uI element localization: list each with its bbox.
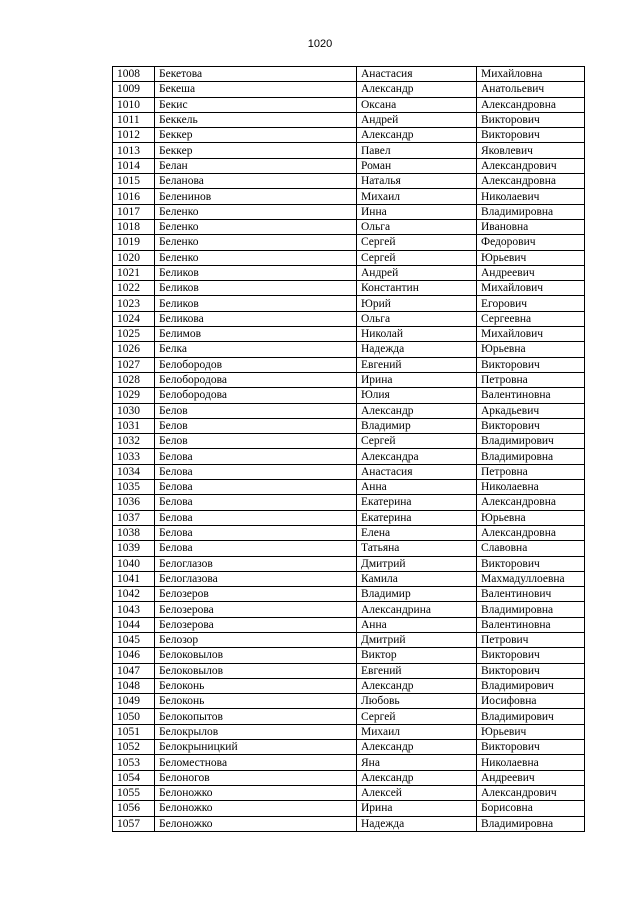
last-name-cell: Белоковылов [155, 648, 357, 663]
table-row [113, 740, 585, 755]
last-name-cell: Беленинов [155, 189, 357, 204]
last-name-cell: Белова [155, 541, 357, 556]
row-number-cell: 1022 [113, 281, 155, 296]
first-name-cell: Константин [357, 281, 477, 296]
patronymic-cell: Александровна [477, 525, 585, 540]
row-number-cell: 1054 [113, 770, 155, 785]
last-name-cell: Белоконь [155, 694, 357, 709]
table-row [113, 250, 585, 265]
table-row [113, 281, 585, 296]
patronymic-cell: Михайлович [477, 327, 585, 342]
row-number-cell: 1040 [113, 556, 155, 571]
last-name-cell: Беленко [155, 250, 357, 265]
last-name-cell: Белов [155, 403, 357, 418]
patronymic-cell: Славовна [477, 541, 585, 556]
patronymic-cell: Валентинович [477, 587, 585, 602]
patronymic-cell: Николаевич [477, 189, 585, 204]
row-number-cell: 1052 [113, 740, 155, 755]
table-row [113, 525, 585, 540]
last-name-cell: Беликов [155, 265, 357, 280]
row-number-cell: 1046 [113, 648, 155, 663]
first-name-cell: Александр [357, 770, 477, 785]
row-number-cell: 1026 [113, 342, 155, 357]
patronymic-cell: Александрович [477, 785, 585, 800]
first-name-cell: Анна [357, 480, 477, 495]
table-row [113, 204, 585, 219]
first-name-cell: Алексей [357, 785, 477, 800]
row-number-cell: 1028 [113, 372, 155, 387]
patronymic-cell: Викторович [477, 663, 585, 678]
last-name-cell: Белоножко [155, 801, 357, 816]
patronymic-cell: Федорович [477, 235, 585, 250]
table-row [113, 801, 585, 816]
row-number-cell: 1018 [113, 219, 155, 234]
first-name-cell: Владимир [357, 587, 477, 602]
last-name-cell: Белоковылов [155, 663, 357, 678]
table-row [113, 158, 585, 173]
first-name-cell: Михаил [357, 724, 477, 739]
patronymic-cell: Владимировна [477, 204, 585, 219]
patronymic-cell: Владимирович [477, 678, 585, 693]
page-number: 1020 [307, 38, 333, 50]
last-name-cell: Белокрыницкий [155, 740, 357, 755]
row-number-cell: 1049 [113, 694, 155, 709]
patronymic-cell: Владимировна [477, 816, 585, 831]
last-name-cell: Беликов [155, 296, 357, 311]
first-name-cell: Евгений [357, 357, 477, 372]
last-name-cell: Белова [155, 464, 357, 479]
table-row [113, 449, 585, 464]
table-row [113, 235, 585, 250]
table-row [113, 327, 585, 342]
last-name-cell: Беккер [155, 128, 357, 143]
patronymic-cell: Аркадьевич [477, 403, 585, 418]
table-row [113, 694, 585, 709]
first-name-cell: Ирина [357, 801, 477, 816]
patronymic-cell: Викторович [477, 112, 585, 127]
patronymic-cell: Юрьевна [477, 342, 585, 357]
row-number-cell: 1057 [113, 816, 155, 831]
table-row [113, 648, 585, 663]
first-name-cell: Анастасия [357, 464, 477, 479]
patronymic-cell: Викторович [477, 556, 585, 571]
first-name-cell: Камила [357, 571, 477, 586]
first-name-cell: Сергей [357, 709, 477, 724]
row-number-cell: 1045 [113, 632, 155, 647]
table-row [113, 571, 585, 586]
last-name-cell: Белоножко [155, 816, 357, 831]
row-number-cell: 1015 [113, 174, 155, 189]
patronymic-cell: Андреевич [477, 265, 585, 280]
first-name-cell: Татьяна [357, 541, 477, 556]
table-row [113, 541, 585, 556]
first-name-cell: Николай [357, 327, 477, 342]
table-row [113, 495, 585, 510]
last-name-cell: Беломестнова [155, 755, 357, 770]
last-name-cell: Беленко [155, 219, 357, 234]
table-row [113, 82, 585, 97]
first-name-cell: Виктор [357, 648, 477, 663]
last-name-cell: Белимов [155, 327, 357, 342]
row-number-cell: 1017 [113, 204, 155, 219]
row-number-cell: 1010 [113, 97, 155, 112]
first-name-cell: Оксана [357, 97, 477, 112]
row-number-cell: 1033 [113, 449, 155, 464]
patronymic-cell: Борисовна [477, 801, 585, 816]
patronymic-cell: Викторович [477, 128, 585, 143]
table-row [113, 770, 585, 785]
first-name-cell: Сергей [357, 250, 477, 265]
patronymic-cell: Юрьевич [477, 724, 585, 739]
last-name-cell: Белозерова [155, 617, 357, 632]
row-number-cell: 1019 [113, 235, 155, 250]
last-name-cell: Беленко [155, 204, 357, 219]
table-row [113, 510, 585, 525]
patronymic-cell: Валентиновна [477, 388, 585, 403]
patronymic-cell: Иосифовна [477, 694, 585, 709]
table-row [113, 587, 585, 602]
first-name-cell: Андрей [357, 265, 477, 280]
last-name-cell: Беликов [155, 281, 357, 296]
last-name-cell: Бекеша [155, 82, 357, 97]
first-name-cell: Александрина [357, 602, 477, 617]
patronymic-cell: Петровна [477, 372, 585, 387]
last-name-cell: Белов [155, 418, 357, 433]
last-name-cell: Белка [155, 342, 357, 357]
row-number-cell: 1021 [113, 265, 155, 280]
last-name-cell: Белобородов [155, 357, 357, 372]
first-name-cell: Андрей [357, 112, 477, 127]
row-number-cell: 1025 [113, 327, 155, 342]
first-name-cell: Анна [357, 617, 477, 632]
first-name-cell: Наталья [357, 174, 477, 189]
table-row [113, 128, 585, 143]
table-row [113, 219, 585, 234]
last-name-cell: Белова [155, 525, 357, 540]
last-name-cell: Беланова [155, 174, 357, 189]
first-name-cell: Яна [357, 755, 477, 770]
table-row [113, 112, 585, 127]
last-name-cell: Белозеров [155, 587, 357, 602]
patronymic-cell: Викторович [477, 357, 585, 372]
first-name-cell: Сергей [357, 434, 477, 449]
first-name-cell: Сергей [357, 235, 477, 250]
table-row [113, 388, 585, 403]
patronymic-cell: Андреевич [477, 770, 585, 785]
table-row [113, 480, 585, 495]
last-name-cell: Белозор [155, 632, 357, 647]
table-row [113, 174, 585, 189]
row-number-cell: 1031 [113, 418, 155, 433]
table-row [113, 602, 585, 617]
last-name-cell: Белозерова [155, 602, 357, 617]
patronymic-cell: Валентиновна [477, 617, 585, 632]
first-name-cell: Дмитрий [357, 632, 477, 647]
first-name-cell: Александр [357, 82, 477, 97]
table-row [113, 785, 585, 800]
patronymic-cell: Юрьевна [477, 510, 585, 525]
table-row [113, 189, 585, 204]
row-number-cell: 1020 [113, 250, 155, 265]
last-name-cell: Белова [155, 510, 357, 525]
row-number-cell: 1042 [113, 587, 155, 602]
patronymic-cell: Александровна [477, 174, 585, 189]
row-number-cell: 1051 [113, 724, 155, 739]
row-number-cell: 1056 [113, 801, 155, 816]
row-number-cell: 1055 [113, 785, 155, 800]
first-name-cell: Михаил [357, 189, 477, 204]
first-name-cell: Екатерина [357, 495, 477, 510]
patronymic-cell: Владимирович [477, 709, 585, 724]
first-name-cell: Александр [357, 128, 477, 143]
table-row [113, 816, 585, 831]
patronymic-cell: Владимировна [477, 449, 585, 464]
table-row [113, 617, 585, 632]
row-number-cell: 1014 [113, 158, 155, 173]
table-row [113, 724, 585, 739]
row-number-cell: 1053 [113, 755, 155, 770]
table-row [113, 265, 585, 280]
table-row [113, 372, 585, 387]
last-name-cell: Беленко [155, 235, 357, 250]
table-row [113, 418, 585, 433]
table-row [113, 97, 585, 112]
row-number-cell: 1047 [113, 663, 155, 678]
last-name-cell: Белова [155, 495, 357, 510]
patronymic-cell: Владимировна [477, 602, 585, 617]
table-row [113, 678, 585, 693]
last-name-cell: Белоногов [155, 770, 357, 785]
row-number-cell: 1039 [113, 541, 155, 556]
last-name-cell: Белов [155, 434, 357, 449]
row-number-cell: 1044 [113, 617, 155, 632]
names-table [112, 66, 585, 832]
first-name-cell: Александра [357, 449, 477, 464]
row-number-cell: 1012 [113, 128, 155, 143]
patronymic-cell: Викторович [477, 740, 585, 755]
row-number-cell: 1023 [113, 296, 155, 311]
table-row [113, 311, 585, 326]
last-name-cell: Бекетова [155, 67, 357, 82]
table-row [113, 357, 585, 372]
last-name-cell: Бекис [155, 97, 357, 112]
first-name-cell: Роман [357, 158, 477, 173]
row-number-cell: 1050 [113, 709, 155, 724]
row-number-cell: 1016 [113, 189, 155, 204]
last-name-cell: Белоножко [155, 785, 357, 800]
table-row [113, 143, 585, 158]
names-table-body [113, 67, 585, 832]
last-name-cell: Беккер [155, 143, 357, 158]
first-name-cell: Ольга [357, 311, 477, 326]
row-number-cell: 1032 [113, 434, 155, 449]
first-name-cell: Любовь [357, 694, 477, 709]
last-name-cell: Беккель [155, 112, 357, 127]
patronymic-cell: Александровна [477, 495, 585, 510]
first-name-cell: Анастасия [357, 67, 477, 82]
last-name-cell: Белова [155, 449, 357, 464]
first-name-cell: Владимир [357, 418, 477, 433]
last-name-cell: Белобородова [155, 388, 357, 403]
first-name-cell: Елена [357, 525, 477, 540]
table-row [113, 464, 585, 479]
row-number-cell: 1036 [113, 495, 155, 510]
patronymic-cell: Егорович [477, 296, 585, 311]
patronymic-cell: Николаевна [477, 480, 585, 495]
row-number-cell: 1024 [113, 311, 155, 326]
patronymic-cell: Михайлович [477, 281, 585, 296]
patronymic-cell: Викторович [477, 418, 585, 433]
patronymic-cell: Ивановна [477, 219, 585, 234]
table-row [113, 342, 585, 357]
first-name-cell: Юлия [357, 388, 477, 403]
row-number-cell: 1030 [113, 403, 155, 418]
last-name-cell: Белова [155, 480, 357, 495]
row-number-cell: 1041 [113, 571, 155, 586]
first-name-cell: Александр [357, 740, 477, 755]
patronymic-cell: Николаевна [477, 755, 585, 770]
last-name-cell: Белоглазов [155, 556, 357, 571]
last-name-cell: Беликова [155, 311, 357, 326]
first-name-cell: Екатерина [357, 510, 477, 525]
row-number-cell: 1029 [113, 388, 155, 403]
last-name-cell: Белокопытов [155, 709, 357, 724]
patronymic-cell: Юрьевич [477, 250, 585, 265]
first-name-cell: Ольга [357, 219, 477, 234]
patronymic-cell: Сергеевна [477, 311, 585, 326]
table-row [113, 755, 585, 770]
table-row [113, 632, 585, 647]
patronymic-cell: Михайловна [477, 67, 585, 82]
row-number-cell: 1008 [113, 67, 155, 82]
row-number-cell: 1048 [113, 678, 155, 693]
patronymic-cell: Яковлевич [477, 143, 585, 158]
table-row [113, 434, 585, 449]
table-row [113, 67, 585, 82]
first-name-cell: Александр [357, 403, 477, 418]
first-name-cell: Ирина [357, 372, 477, 387]
patronymic-cell: Махмадуллоевна [477, 571, 585, 586]
last-name-cell: Белобородова [155, 372, 357, 387]
last-name-cell: Белоглазова [155, 571, 357, 586]
table-row [113, 663, 585, 678]
row-number-cell: 1035 [113, 480, 155, 495]
patronymic-cell: Александровна [477, 97, 585, 112]
last-name-cell: Белоконь [155, 678, 357, 693]
patronymic-cell: Александрович [477, 158, 585, 173]
table-row [113, 556, 585, 571]
first-name-cell: Павел [357, 143, 477, 158]
first-name-cell: Надежда [357, 342, 477, 357]
first-name-cell: Надежда [357, 816, 477, 831]
first-name-cell: Инна [357, 204, 477, 219]
patronymic-cell: Петровна [477, 464, 585, 479]
row-number-cell: 1009 [113, 82, 155, 97]
table-row [113, 709, 585, 724]
first-name-cell: Александр [357, 678, 477, 693]
row-number-cell: 1043 [113, 602, 155, 617]
patronymic-cell: Петрович [477, 632, 585, 647]
first-name-cell: Юрий [357, 296, 477, 311]
last-name-cell: Белокрылов [155, 724, 357, 739]
row-number-cell: 1034 [113, 464, 155, 479]
patronymic-cell: Викторович [477, 648, 585, 663]
row-number-cell: 1011 [113, 112, 155, 127]
first-name-cell: Дмитрий [357, 556, 477, 571]
table-row [113, 403, 585, 418]
table-row [113, 296, 585, 311]
row-number-cell: 1037 [113, 510, 155, 525]
first-name-cell: Евгений [357, 663, 477, 678]
patronymic-cell: Анатольевич [477, 82, 585, 97]
patronymic-cell: Владимирович [477, 434, 585, 449]
last-name-cell: Белан [155, 158, 357, 173]
row-number-cell: 1038 [113, 525, 155, 540]
row-number-cell: 1027 [113, 357, 155, 372]
row-number-cell: 1013 [113, 143, 155, 158]
